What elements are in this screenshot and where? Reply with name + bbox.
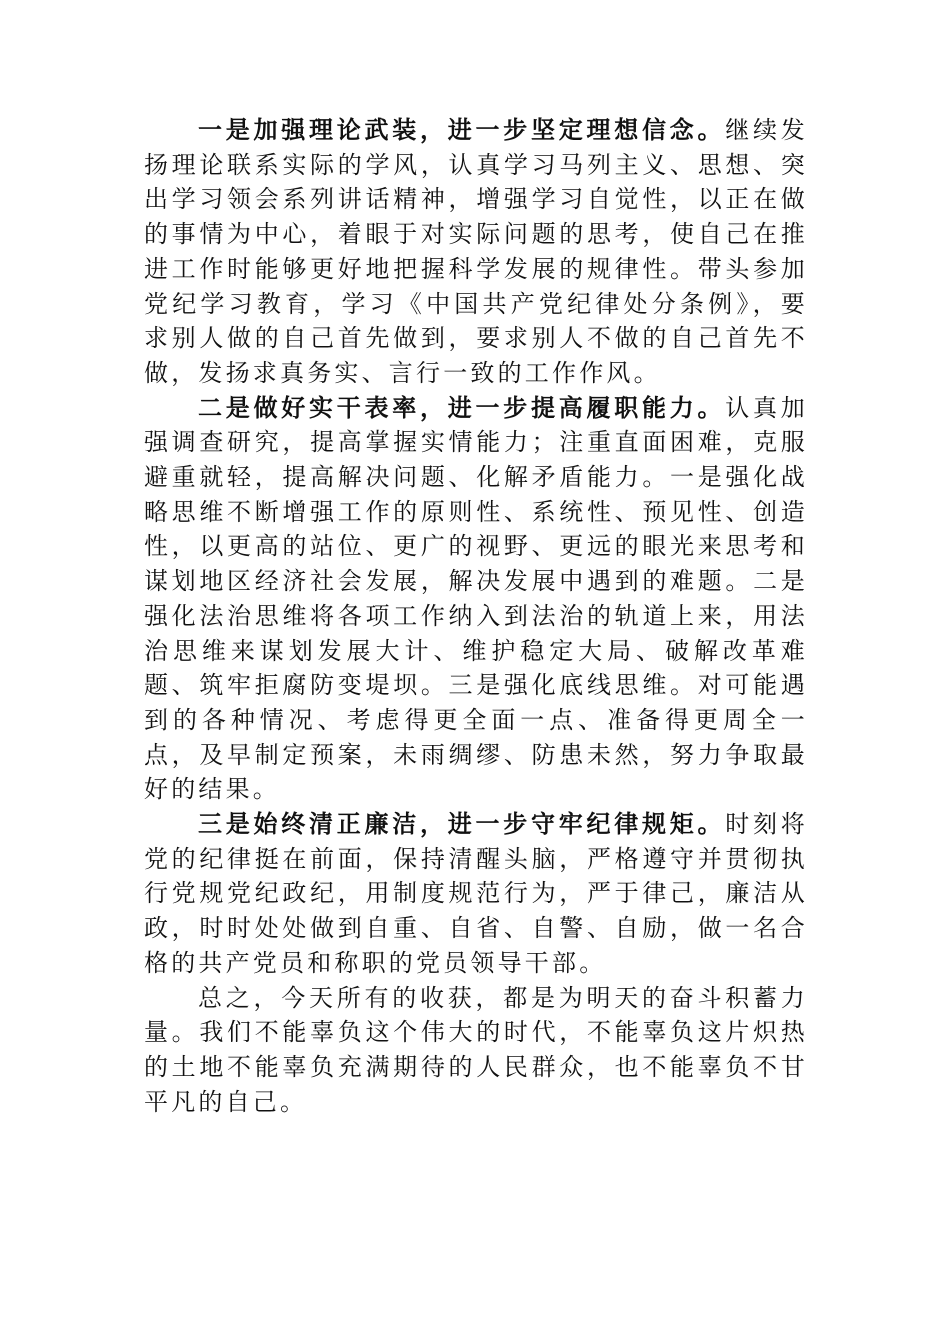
paragraph-lead: 二是做好实干表率，进一步提高履职能力。	[198, 392, 726, 422]
paragraph-integrity	[144, 807, 808, 981]
paragraph-text: 总之，今天所有的收获，都是为明天的奋斗积蓄力量。我们不能辜负这个伟大的时代，不能辜负这片炽热的土地不能辜负充满期待的人民群众，也不能辜负不甘平凡的自己。	[144, 983, 808, 1116]
paragraph-conclusion	[144, 981, 808, 1120]
paragraph-theory-study	[144, 113, 808, 391]
document-body	[144, 113, 808, 1119]
paragraph-text: 认真加强调查研究，提高掌握实情能力；注重直面困难，克服避重就轻，提高解决问题、化解矛盾能力。一是强化战略思维不断增强工作的原则性、系统性、预见性、创造性，以更高的站位、更广的视野、更远的眼光来思考和谋划地区经济社会发展，解决发展中遇到的难题。二是强化法治思维将各项工作纳入到法治的轨道上来，用法治思维来谋划发展大计、维护稳定大局、破解改革难题、筑牢拒腐防变堤坝。三是强化底线思维。对可能遇到的各种情况、考虑得更全面一点、准备得更周全一点，及早制定预案，未雨绸缪、防患未然，努力争取最好的结果。	[144, 393, 808, 804]
paragraph-lead: 三是始终清正廉洁，进一步守牢纪律规矩。	[198, 809, 726, 839]
paragraph-lead: 一是加强理论武装，进一步坚定理想信念。	[198, 115, 726, 144]
paragraph-practical-work	[144, 391, 808, 807]
paragraph-text: 继续发扬理论联系实际的学风，认真学习马列主义、思想、突出学习领会系列讲话精神，增强学习自觉性，以正在做的事情为中心，着眼于对实际问题的思考，使自己在推进工作时能够更好地把握科学发展的规律性。带头参加党纪学习教育，学习《中国共产党纪律处分条例》，要求别人做的自己首先做到，要求别人不做的自己首先不做，发扬求真务实、言行一致的工作作风。	[144, 116, 808, 387]
paragraph-text: 时刻将党的纪律挺在前面，保持清醒头脑，严格遵守并贯彻执行党规党纪政纪，用制度规范行为，严于律己，廉洁从政，时时处处做到自重、自省、自警、自励，做一名合格的共产党员和称职的党员领导干部。	[144, 810, 808, 977]
